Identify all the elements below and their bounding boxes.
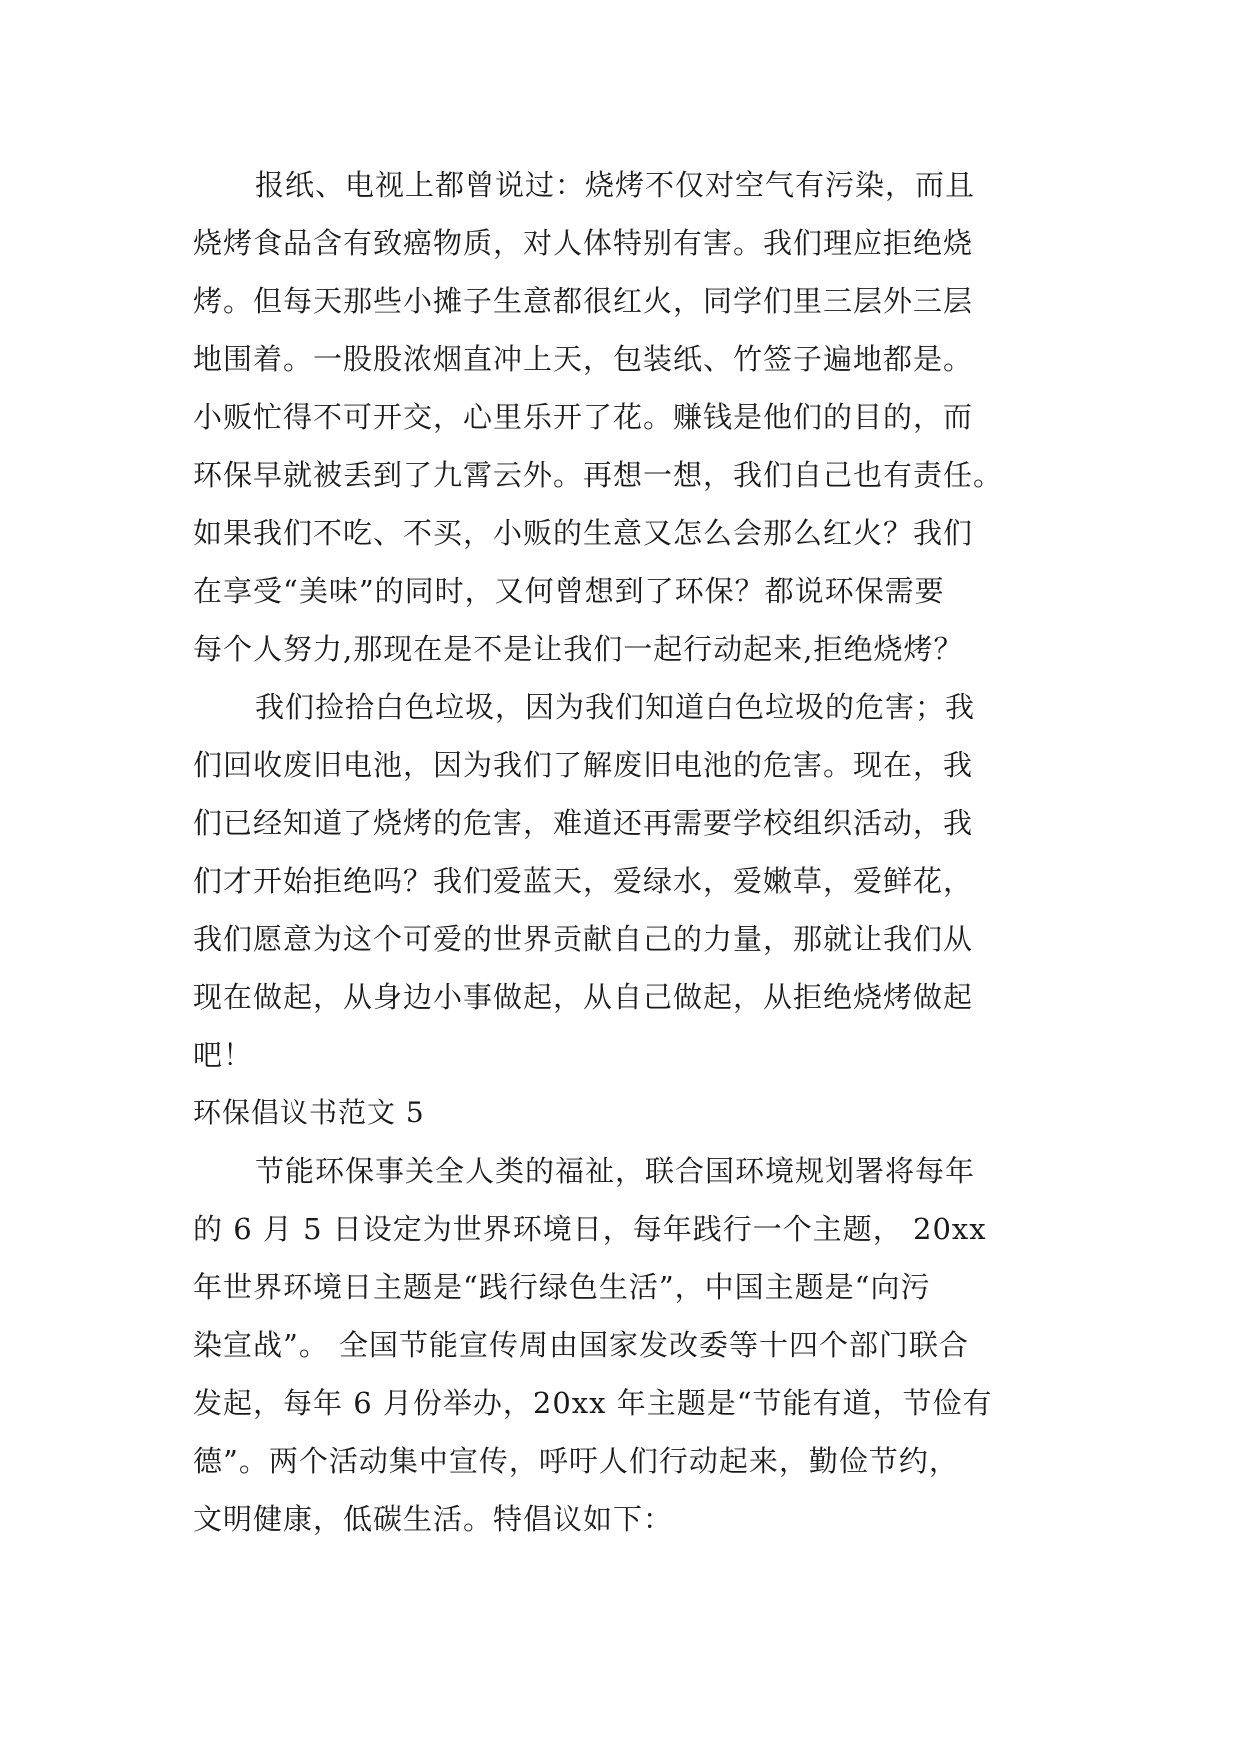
paragraph-3-line-6: 德”。两个活动集中宣传，呼吁人们行动起来，勤俭节约， (193, 1444, 959, 1478)
paragraph-3-line-5: 发起，每年 6 月份举办，20xx 年主题是“节能有道，节俭有 (193, 1386, 993, 1420)
section-heading: 环保倡议书范文 5 (193, 1096, 425, 1129)
paragraph-1-line-6: 环保早就被丢到了九霄云外。再想一想，我们自己也有责任。 (193, 458, 1004, 492)
paragraph-2-line-7: 吧！ (193, 1038, 254, 1072)
paragraph-1-line-4: 地围着。一股股浓烟直冲上天，包装纸、竹签子遍地都是。 (193, 342, 974, 376)
paragraph-2-line-5: 我们愿意为这个可爱的世界贡献自己的力量，那就让我们从 (193, 922, 974, 956)
paragraph-1-line-1: 报纸、电视上都曾说过：烧烤不仅对空气有污染，而且 (255, 168, 976, 202)
paragraph-1-line-8: 在享受“美味”的同时，又何曾想到了环保？都说环保需要 (193, 574, 945, 608)
paragraph-2-line-3: 们已经知道了烧烤的危害，难道还再需要学校组织活动，我 (193, 806, 974, 840)
paragraph-2-line-4: 们才开始拒绝吗？我们爱蓝天，爱绿水，爱嫩草，爱鲜花， (193, 864, 974, 898)
paragraph-2-line-2: 们回收废旧电池，因为我们了解废旧电池的危害。现在，我 (193, 748, 974, 782)
paragraph-3-line-4: 染宣战”。 全国节能宣传周由国家发改委等十四个部门联合 (193, 1328, 970, 1362)
paragraph-3-line-1: 节能环保事关全人类的福祉，联合国环境规划署将每年 (255, 1154, 976, 1188)
paragraph-2-line-1: 我们捡拾白色垃圾，因为我们知道白色垃圾的危害；我 (255, 690, 976, 724)
paragraph-3-line-7: 文明健康，低碳生活。特倡议如下： (193, 1502, 674, 1536)
paragraph-3-line-2: 的 6 月 5 日设定为世界环境日，每年践行一个主题， 20xx (193, 1212, 987, 1246)
paragraph-3-line-3: 年世界环境日主题是“践行绿色生活”，中国主题是“向污 (193, 1270, 931, 1304)
paragraph-1-line-2: 烧烤食品含有致癌物质，对人体特别有害。我们理应拒绝烧 (193, 226, 974, 260)
paragraph-1-line-7: 如果我们不吃、不买，小贩的生意又怎么会那么红火？我们 (193, 516, 974, 550)
paragraph-1-line-3: 烤。但每天那些小摊子生意都很红火，同学们里三层外三层 (193, 284, 974, 318)
paragraph-2-line-6: 现在做起，从身边小事做起，从自己做起，从拒绝烧烤做起 (193, 980, 974, 1014)
paragraph-1-line-9: 每个人努力,那现在是不是让我们一起行动起来,拒绝烧烤？ (193, 632, 964, 666)
paragraph-1-line-5: 小贩忙得不可开交，心里乐开了花。赚钱是他们的目的，而 (193, 400, 974, 434)
